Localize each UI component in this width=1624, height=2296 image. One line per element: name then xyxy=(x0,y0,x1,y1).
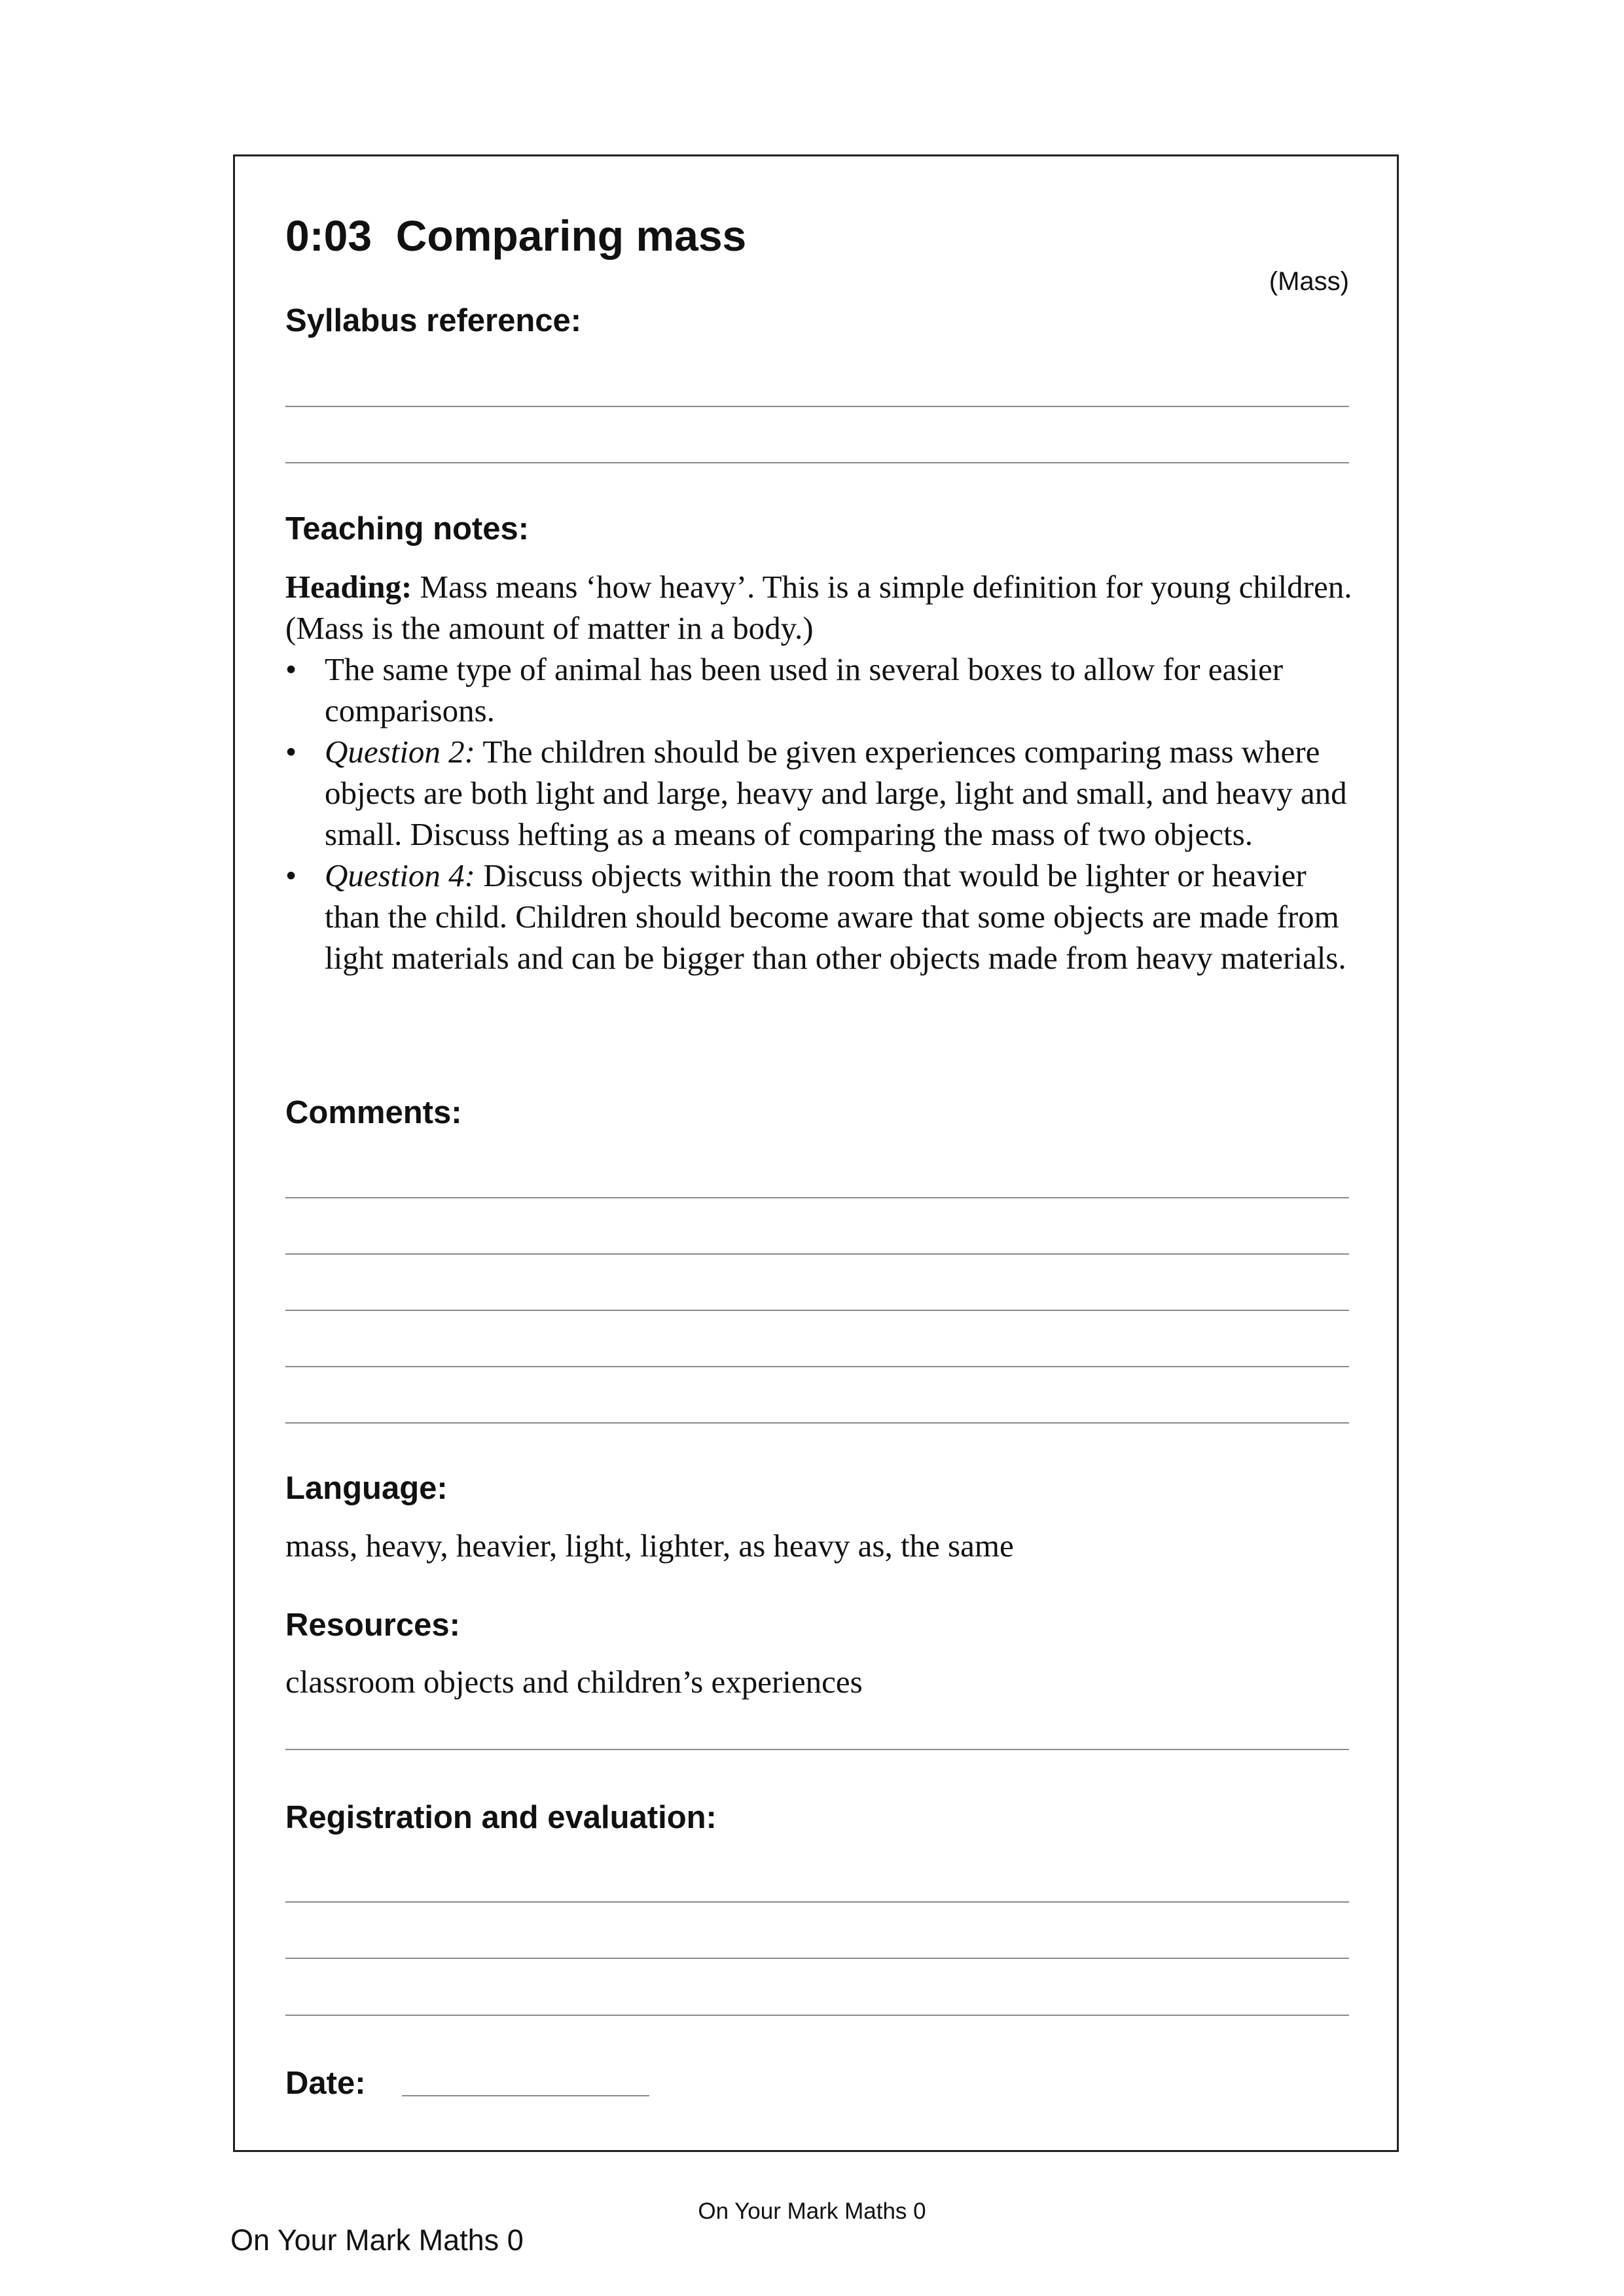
date-label: Date: xyxy=(285,2066,366,2101)
bullet-label: Question 2: xyxy=(325,734,475,770)
list-item xyxy=(285,731,1359,855)
date-line xyxy=(402,2095,649,2096)
comments-heading: Comments: xyxy=(285,1095,462,1130)
bullet-text: The same type of animal has been used in several boxes to allow for easier comparisons. xyxy=(325,651,1284,728)
teaching-notes-body xyxy=(285,566,1359,978)
heading-label: Heading: xyxy=(285,569,412,605)
bullet-label: Question 4: xyxy=(325,857,475,893)
bullet-text: The children should be given experiences comparing mass where objects are both light and large, heavy and large, light and small, and heavy and small. Discuss hefting as a means of comparing the mass of two objects. xyxy=(325,734,1347,852)
footer-center: On Your Mark Maths 0 xyxy=(698,2198,926,2224)
comments-line xyxy=(285,1310,1349,1311)
registration-heading: Registration and evaluation: xyxy=(285,1800,717,1835)
list-item xyxy=(285,649,1359,731)
bullet-text: Discuss objects within the room that would be lighter or heavier than the child. Children should become aware that some objects are made from light materials and can be bigger than other objects made from heavy materials. xyxy=(325,857,1346,976)
comments-line xyxy=(285,1253,1349,1255)
comments-line xyxy=(285,1197,1349,1198)
teaching-bullets xyxy=(285,649,1359,978)
registration-line xyxy=(285,1958,1349,1959)
resources-heading: Resources: xyxy=(285,1607,460,1643)
bullet-icon: • xyxy=(285,734,297,770)
footer-left: On Your Mark Maths 0 xyxy=(230,2223,524,2257)
syllabus-line-2 xyxy=(285,462,1349,463)
language-text: mass, heavy, heavier, light, lighter, as heavy as, the same xyxy=(285,1528,1014,1564)
comments-line xyxy=(285,1422,1349,1424)
registration-line xyxy=(285,2015,1349,2016)
registration-line xyxy=(285,1901,1349,1903)
page-title: 0:03 Comparing mass xyxy=(285,211,747,260)
topic-tag: (Mass) xyxy=(1269,267,1349,296)
comments-line xyxy=(285,1366,1349,1367)
syllabus-line-1 xyxy=(285,406,1349,407)
heading-note xyxy=(285,566,1359,649)
resources-line xyxy=(285,1749,1349,1750)
page-frame xyxy=(233,154,1399,2152)
heading-note-text: Mass means ‘how heavy’. This is a simple definition for young children. (Mass is the amount of matter in a body.) xyxy=(285,569,1352,646)
language-heading: Language: xyxy=(285,1471,448,1506)
bullet-icon: • xyxy=(285,857,297,893)
bullet-icon: • xyxy=(285,651,297,687)
syllabus-heading: Syllabus reference: xyxy=(285,303,582,338)
list-item xyxy=(285,855,1359,978)
teaching-notes-heading: Teaching notes: xyxy=(285,511,530,547)
resources-text: classroom objects and children’s experiences xyxy=(285,1664,863,1700)
